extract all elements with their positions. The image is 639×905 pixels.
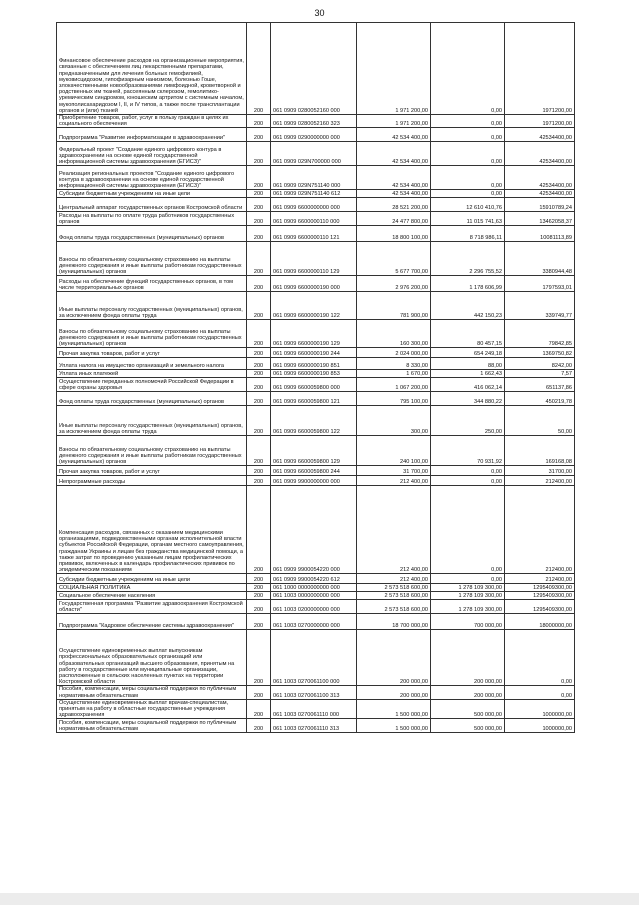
row-remaining-amount: 1971200,00	[505, 23, 575, 115]
table-row	[57, 276, 575, 292]
row-planned-amount: 42 534 400,00	[357, 166, 431, 190]
row-name: Прочая закупка товаров, работ и услуг	[57, 348, 247, 358]
row-name: СОЦИАЛЬНАЯ ПОЛИТИКА	[57, 584, 247, 592]
row-admin-code: 200	[247, 436, 271, 466]
table-row	[57, 198, 575, 212]
table-row	[57, 699, 575, 719]
row-admin-code: 200	[247, 166, 271, 190]
row-executed-amount: 0,00	[431, 476, 505, 486]
table-row	[57, 466, 575, 476]
row-classification-code: 061 0909 6600059800 129	[271, 436, 357, 466]
row-planned-amount: 42 534 400,00	[357, 128, 431, 142]
row-planned-amount: 781 900,00	[357, 292, 431, 320]
row-name: Осуществление единовременных выплат выпускникам профессиональных образовательных организаций или образовательных организаций высшего образования, принятым на работу в государственные или муниципальные организации, расположенные в сельских населенных пунктах на территории Костромской области	[57, 630, 247, 686]
row-remaining-amount: 31700,00	[505, 466, 575, 476]
row-admin-code: 200	[247, 686, 271, 699]
row-remaining-amount: 7,57	[505, 370, 575, 378]
row-planned-amount: 1 500 000,00	[357, 719, 431, 733]
row-name: Государственная программа "Развитие здравоохранения Костромской области"	[57, 600, 247, 614]
row-admin-code: 200	[247, 719, 271, 733]
row-executed-amount: 344 880,22	[431, 392, 505, 406]
table-row	[57, 115, 575, 128]
row-remaining-amount: 1295409300,00	[505, 600, 575, 614]
row-name: Взносы по обязательному социальному страхованию на выплаты денежного содержания и иные выплаты работникам государственных (муниципальных) органов	[57, 436, 247, 466]
row-name: Пособия, компенсации, меры социальной поддержки по публичным нормативным обязательствам	[57, 719, 247, 733]
table-row	[57, 719, 575, 733]
table-row	[57, 358, 575, 370]
table-row	[57, 406, 575, 436]
row-name: Иные выплаты персоналу государственных (муниципальных) органов, за исключением фонда оплаты труда	[57, 406, 247, 436]
row-planned-amount: 2 976 200,00	[357, 276, 431, 292]
table-row	[57, 320, 575, 348]
row-name: Реализация региональных проектов "Создание единого цифрового контура в здравоохранении на основе единой государственной информационной системы здравоохранения (ЕГИСЗ)"	[57, 166, 247, 190]
table-row	[57, 212, 575, 226]
row-classification-code: 061 0909 6600059800 121	[271, 392, 357, 406]
table-row	[57, 600, 575, 614]
row-planned-amount: 42 534 400,00	[357, 190, 431, 198]
row-executed-amount: 0,00	[431, 115, 505, 128]
row-classification-code: 061 1003 0270061110 313	[271, 719, 357, 733]
row-admin-code: 200	[247, 406, 271, 436]
row-admin-code: 200	[247, 592, 271, 600]
row-executed-amount: 1 278 109 300,00	[431, 584, 505, 592]
row-executed-amount: 0,00	[431, 190, 505, 198]
row-name: Непрограммные расходы	[57, 476, 247, 486]
row-name: Фонд оплаты труда государственных (муниципальных) органов	[57, 226, 247, 242]
row-classification-code: 061 0909 6600000190 129	[271, 320, 357, 348]
row-classification-code: 061 0909 6600059800 122	[271, 406, 357, 436]
row-remaining-amount: 15910789,24	[505, 198, 575, 212]
row-admin-code: 200	[247, 466, 271, 476]
row-executed-amount: 0,00	[431, 166, 505, 190]
row-classification-code: 061 0909 9900054220 612	[271, 574, 357, 584]
row-remaining-amount: 3380944,48	[505, 242, 575, 276]
row-planned-amount: 1 500 000,00	[357, 699, 431, 719]
table-row	[57, 486, 575, 574]
budget-table-body	[57, 23, 575, 733]
row-classification-code: 061 1003 0000000000 000	[271, 592, 357, 600]
table-row	[57, 630, 575, 686]
row-classification-code: 061 0909 029N700000 000	[271, 142, 357, 166]
row-admin-code: 200	[247, 370, 271, 378]
row-executed-amount: 70 931,92	[431, 436, 505, 466]
table-row	[57, 370, 575, 378]
row-planned-amount: 795 100,00	[357, 392, 431, 406]
row-executed-amount: 1 178 606,99	[431, 276, 505, 292]
row-planned-amount: 300,00	[357, 406, 431, 436]
row-classification-code: 061 0909 6600059800 000	[271, 378, 357, 392]
row-planned-amount: 200 000,00	[357, 686, 431, 699]
row-admin-code: 200	[247, 292, 271, 320]
row-classification-code: 061 0909 0290000000 000	[271, 128, 357, 142]
row-admin-code: 200	[247, 276, 271, 292]
row-remaining-amount: 8242,00	[505, 358, 575, 370]
row-executed-amount: 1 278 109 300,00	[431, 600, 505, 614]
row-classification-code: 061 0909 6600000000 000	[271, 198, 357, 212]
row-executed-amount: 500 000,00	[431, 719, 505, 733]
table-row	[57, 166, 575, 190]
row-executed-amount: 1 278 109 300,00	[431, 592, 505, 600]
row-planned-amount: 1 971 200,00	[357, 23, 431, 115]
row-name: Уплата налога на имущество организаций и земельного налога	[57, 358, 247, 370]
row-classification-code: 061 0909 6600059800 244	[271, 466, 357, 476]
table-row	[57, 142, 575, 166]
row-name: Компенсация расходов, связанных с оказанием медицинскими организациями, подведомственными органам исполнительной власти субъектов Российской Федерации, органам местного самоуправления, гражданам Украины и лицам без гражданства медицинской помощи, а также затрат по проведению указанным лицам профилактических прививок, включенных в календарь профилактических прививок по эпидемическим показаниям	[57, 486, 247, 574]
row-remaining-amount: 450219,78	[505, 392, 575, 406]
row-name: Осуществление единовременных выплат врачам-специалистам, принятым на работу в областные государственные учреждения здравоохранения	[57, 699, 247, 719]
row-remaining-amount: 42534400,00	[505, 166, 575, 190]
row-executed-amount: 80 457,15	[431, 320, 505, 348]
row-classification-code: 061 1003 0270061100 313	[271, 686, 357, 699]
row-planned-amount: 5 677 700,00	[357, 242, 431, 276]
row-name: Иные выплаты персоналу государственных (муниципальных) органов, за исключением фонда оплаты труда	[57, 292, 247, 320]
table-row	[57, 128, 575, 142]
row-admin-code: 200	[247, 600, 271, 614]
row-remaining-amount: 1295409300,00	[505, 584, 575, 592]
row-remaining-amount: 1971200,00	[505, 115, 575, 128]
row-name: Субсидии бюджетным учреждениям на иные цели	[57, 574, 247, 584]
row-classification-code: 061 0909 6600000190 244	[271, 348, 357, 358]
row-classification-code: 061 0909 6600000110 121	[271, 226, 357, 242]
row-planned-amount: 28 521 200,00	[357, 198, 431, 212]
row-admin-code: 200	[247, 584, 271, 592]
row-remaining-amount: 18000000,00	[505, 614, 575, 630]
row-executed-amount: 12 610 410,76	[431, 198, 505, 212]
row-name: Социальное обеспечение населения	[57, 592, 247, 600]
table-row	[57, 226, 575, 242]
row-remaining-amount: 169168,08	[505, 436, 575, 466]
row-admin-code: 200	[247, 614, 271, 630]
row-remaining-amount: 50,00	[505, 406, 575, 436]
table-row	[57, 476, 575, 486]
table-row	[57, 23, 575, 115]
row-planned-amount: 42 534 400,00	[357, 142, 431, 166]
row-remaining-amount: 1000000,00	[505, 699, 575, 719]
row-executed-amount: 416 062,14	[431, 378, 505, 392]
row-classification-code: 061 1003 0270000000 000	[271, 614, 357, 630]
row-remaining-amount: 42534400,00	[505, 190, 575, 198]
row-classification-code: 061 0909 6600000190 122	[271, 292, 357, 320]
row-admin-code: 200	[247, 128, 271, 142]
row-remaining-amount: 1369750,82	[505, 348, 575, 358]
table-row	[57, 614, 575, 630]
row-name: Прочая закупка товаров, работ и услуг	[57, 466, 247, 476]
row-executed-amount: 1 662,43	[431, 370, 505, 378]
row-remaining-amount: 0,00	[505, 686, 575, 699]
row-executed-amount: 0,00	[431, 142, 505, 166]
row-admin-code: 200	[247, 358, 271, 370]
row-executed-amount: 2 296 755,52	[431, 242, 505, 276]
row-classification-code: 061 0909 6600000110 129	[271, 242, 357, 276]
row-classification-code: 061 0909 9900054220 000	[271, 486, 357, 574]
row-remaining-amount: 0,00	[505, 630, 575, 686]
row-planned-amount: 8 330,00	[357, 358, 431, 370]
row-admin-code: 200	[247, 212, 271, 226]
row-planned-amount: 212 400,00	[357, 486, 431, 574]
row-admin-code: 200	[247, 699, 271, 719]
table-row	[57, 378, 575, 392]
row-planned-amount: 2 024 000,00	[357, 348, 431, 358]
row-classification-code: 061 0909 6600000190 851	[271, 358, 357, 370]
row-admin-code: 200	[247, 476, 271, 486]
row-classification-code: 061 0909 0280052160 323	[271, 115, 357, 128]
row-planned-amount: 212 400,00	[357, 476, 431, 486]
row-planned-amount: 1 670,00	[357, 370, 431, 378]
row-planned-amount: 2 573 518 600,00	[357, 592, 431, 600]
row-admin-code: 200	[247, 142, 271, 166]
row-remaining-amount: 13462058,37	[505, 212, 575, 226]
table-row	[57, 348, 575, 358]
row-classification-code: 061 1000 0000000000 000	[271, 584, 357, 592]
row-remaining-amount: 42534400,00	[505, 142, 575, 166]
table-row	[57, 584, 575, 592]
row-planned-amount: 2 573 518 600,00	[357, 600, 431, 614]
row-planned-amount: 200 000,00	[357, 630, 431, 686]
table-row	[57, 392, 575, 406]
row-name: Взносы по обязательному социальному страхованию на выплаты денежного содержания и иные выплаты работникам государственных (муниципальных) органов	[57, 242, 247, 276]
row-remaining-amount: 339749,77	[505, 292, 575, 320]
row-name: Расходы на выплаты по оплате труда работников государственных органов	[57, 212, 247, 226]
row-name: Расходы на обеспечение функций государственных органов, в том числе территориальных органов	[57, 276, 247, 292]
row-classification-code: 061 0909 6600000190 853	[271, 370, 357, 378]
row-executed-amount: 0,00	[431, 486, 505, 574]
row-name: Фонд оплаты труда государственных (муниципальных) органов	[57, 392, 247, 406]
row-remaining-amount: 212400,00	[505, 574, 575, 584]
table-row	[57, 242, 575, 276]
row-remaining-amount: 10081113,89	[505, 226, 575, 242]
row-executed-amount: 250,00	[431, 406, 505, 436]
row-classification-code: 061 0909 6600000110 000	[271, 212, 357, 226]
row-executed-amount: 0,00	[431, 128, 505, 142]
row-classification-code: 061 0909 9900000000 000	[271, 476, 357, 486]
row-planned-amount: 212 400,00	[357, 574, 431, 584]
row-admin-code: 200	[247, 198, 271, 212]
row-remaining-amount: 79842,85	[505, 320, 575, 348]
row-executed-amount: 0,00	[431, 574, 505, 584]
budget-table	[56, 22, 575, 733]
row-remaining-amount: 1295409300,00	[505, 592, 575, 600]
row-name: Уплата иных платежей	[57, 370, 247, 378]
row-planned-amount: 240 100,00	[357, 436, 431, 466]
table-row	[57, 686, 575, 699]
row-remaining-amount: 42534400,00	[505, 128, 575, 142]
row-admin-code: 200	[247, 242, 271, 276]
row-classification-code: 061 0909 0280052160 000	[271, 23, 357, 115]
table-row	[57, 574, 575, 584]
row-admin-code: 200	[247, 226, 271, 242]
row-admin-code: 200	[247, 378, 271, 392]
table-row	[57, 190, 575, 198]
row-name: Центральный аппарат государственных органов Костромской области	[57, 198, 247, 212]
row-remaining-amount: 1797593,01	[505, 276, 575, 292]
row-name: Финансовое обеспечение расходов на организационные мероприятия, связанные с обеспечением лиц лекарственными препаратами, предназначенными для лечения больных гемофилией, муковисцидозом, гипофизарным нанизмом, болезнью Гоше, злокачественными новообразованиями лимфоидной, кроветворной и родственных им тканей, рассеянным склерозом, гемолитико-уремическим синдромом, юношеским артритом с системным началом, мукополисахаридозом I, II, и IV типов, а также после трансплантации органов и (или) тканей	[57, 23, 247, 115]
row-planned-amount: 160 300,00	[357, 320, 431, 348]
row-executed-amount: 654 249,18	[431, 348, 505, 358]
row-planned-amount: 2 573 518 600,00	[357, 584, 431, 592]
row-name: Осуществление переданных полномочий Российской Федерации в сфере охраны здоровья	[57, 378, 247, 392]
row-executed-amount: 200 000,00	[431, 686, 505, 699]
row-classification-code: 061 0909 029N751140 612	[271, 190, 357, 198]
row-planned-amount: 1 971 200,00	[357, 115, 431, 128]
row-admin-code: 200	[247, 320, 271, 348]
row-executed-amount: 11 015 741,63	[431, 212, 505, 226]
row-planned-amount: 18 800 100,00	[357, 226, 431, 242]
row-classification-code: 061 1003 0270061100 000	[271, 630, 357, 686]
row-name: Приобретение товаров, работ, услуг в пользу граждан в целях их социального обеспечения	[57, 115, 247, 128]
row-admin-code: 200	[247, 574, 271, 584]
row-remaining-amount: 651137,86	[505, 378, 575, 392]
row-admin-code: 200	[247, 115, 271, 128]
row-admin-code: 200	[247, 190, 271, 198]
row-executed-amount: 88,00	[431, 358, 505, 370]
page-bottom-edge	[0, 893, 639, 905]
row-classification-code: 061 1003 0270061110 000	[271, 699, 357, 719]
row-admin-code: 200	[247, 630, 271, 686]
row-executed-amount: 8 718 986,11	[431, 226, 505, 242]
row-executed-amount: 200 000,00	[431, 630, 505, 686]
row-name: Субсидии бюджетным учреждениям на иные цели	[57, 190, 247, 198]
row-admin-code: 200	[247, 348, 271, 358]
row-executed-amount: 442 150,23	[431, 292, 505, 320]
row-name: Подпрограмма "Кадровое обеспечение системы здравоохранения"	[57, 614, 247, 630]
row-planned-amount: 18 700 000,00	[357, 614, 431, 630]
row-executed-amount: 0,00	[431, 23, 505, 115]
row-executed-amount: 500 000,00	[431, 699, 505, 719]
row-name: Подпрограмма "Развитие информатизации в здравоохранении"	[57, 128, 247, 142]
page-number: 30	[314, 8, 325, 18]
row-name: Взносы по обязательному социальному страхованию на выплаты денежного содержания и иные выплаты работникам государственных (муниципальных) органов	[57, 320, 247, 348]
row-classification-code: 061 0909 029N751140 000	[271, 166, 357, 190]
row-remaining-amount: 212400,00	[505, 486, 575, 574]
row-planned-amount: 1 067 200,00	[357, 378, 431, 392]
row-name: Федеральный проект "Создание единого цифрового контура в здравоохранении на основе единой государственной информационной системы здравоохранения (ЕГИСЗ)"	[57, 142, 247, 166]
table-row	[57, 436, 575, 466]
row-planned-amount: 31 700,00	[357, 466, 431, 476]
table-row	[57, 292, 575, 320]
row-executed-amount: 0,00	[431, 466, 505, 476]
row-classification-code: 061 1003 0200000000 000	[271, 600, 357, 614]
row-admin-code: 200	[247, 486, 271, 574]
row-remaining-amount: 212400,00	[505, 476, 575, 486]
row-admin-code: 200	[247, 392, 271, 406]
row-classification-code: 061 0909 6600000190 000	[271, 276, 357, 292]
row-name: Пособия, компенсации, меры социальной поддержки по публичным нормативным обязательствам	[57, 686, 247, 699]
row-planned-amount: 24 477 800,00	[357, 212, 431, 226]
row-admin-code: 200	[247, 23, 271, 115]
row-remaining-amount: 1000000,00	[505, 719, 575, 733]
table-row	[57, 592, 575, 600]
row-executed-amount: 700 000,00	[431, 614, 505, 630]
